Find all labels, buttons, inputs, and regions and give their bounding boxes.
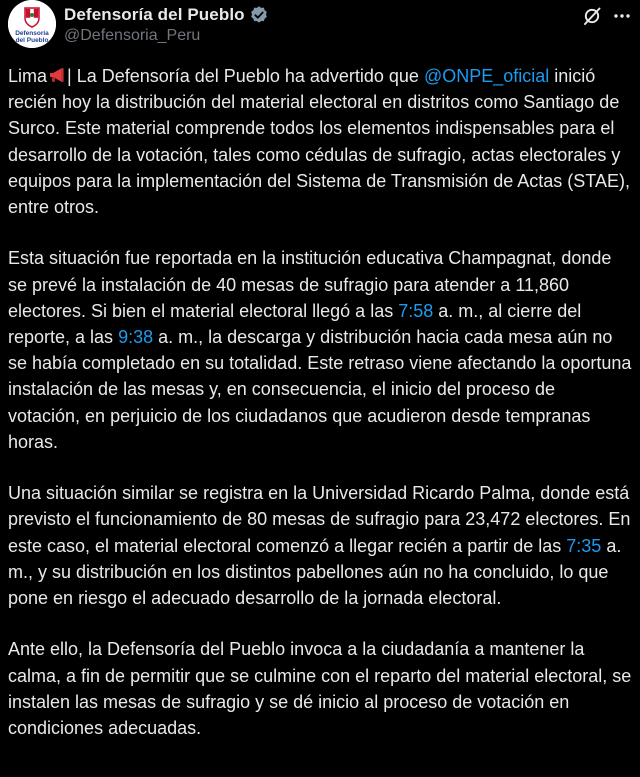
tweet-text xyxy=(8,63,632,741)
tweet-p3-part2: a. m., y su distribución en los distintos pabellones aún no ha concluido, lo que pone en riesgo el adecuado desarrollo de la jornada electoral. xyxy=(8,535,622,609)
tweet-p1-after-emoji: | La Defensoría del Pueblo ha advertido que xyxy=(67,66,424,86)
tweet-p2-part3: a. m., la descarga y distribución hacia cada mesa aún no se había completado en su totalidad. Este retraso viene afectando la oportuna instalación de las mesas y, en consecuencia, el inicio del proceso de votación, en perjuicio de los ciudadanos que acudieron desde tempranas horas. xyxy=(8,327,632,452)
tweet-paragraph-4 xyxy=(8,636,632,741)
defensoria-logo-icon xyxy=(8,0,56,48)
display-name[interactable]: Defensoría del Pueblo xyxy=(64,5,245,24)
time-link-2[interactable]: 9:38 xyxy=(118,327,154,348)
time-link-3[interactable]: 7:35 xyxy=(566,535,602,556)
avatar[interactable] xyxy=(8,0,56,48)
avatar-text-line1: Defensoría xyxy=(15,30,49,37)
more-options-icon[interactable] xyxy=(612,6,632,26)
name-row xyxy=(64,4,269,26)
account-handle[interactable]: @Defensoria_Peru xyxy=(64,27,201,44)
tweet-paragraph-3 xyxy=(8,480,632,611)
time-link-1[interactable]: 7:58 xyxy=(398,300,434,321)
tweet-header xyxy=(8,0,632,60)
tweet-paragraph-1 xyxy=(8,63,632,220)
tweet-paragraph-2 xyxy=(8,245,632,455)
tweet-p3-part1: Una situación similar se registra en la Universidad Ricardo Palma, donde está previsto el funcionamiento de 80 mesas de sufragio para 23,472 electores. En este caso, el material electoral comenzó a llegar recién a partir de las xyxy=(8,483,631,556)
tweet-p4-text: Ante ello, la Defensoría del Pueblo invoca a la ciudadanía a mantener la calma, a fin de permitir que se culmine con el reparto del material electoral, se instalen las mesas de sufragio y se dé inicio al proceso de votación en condiciones adecuadas. xyxy=(8,639,632,739)
grok-icon[interactable] xyxy=(582,6,602,26)
verified-badge-icon xyxy=(249,5,269,25)
mention-link[interactable]: @ONPE_oficial xyxy=(423,66,550,86)
tweet-p1-lead: Lima xyxy=(8,66,48,86)
avatar-text-line2: del Pueblo xyxy=(15,37,49,44)
megaphone-emoji-icon xyxy=(47,65,67,85)
tweet-p2-part1: Esta situación fue reportada en la institución educativa Champagnat, donde se prevé la instalación de 40 mesas de sufragio para atender a 11,860 electores. Si bien el material electoral llegó a las xyxy=(8,248,612,321)
tweet-p2-part2: a. m., al cierre del reporte, a las xyxy=(8,300,582,348)
tweet-p1-rest: inició recién hoy la distribución del material electoral en distritos como Santiago de Surco. Este material comprende todos los elementos indispensables para el desarrollo de la votación, tales como cédulas de sufragio, actas electorales y equipos para la implementación del Sistema de Transmisión de Actas (STAE), entre otros. xyxy=(8,66,630,218)
